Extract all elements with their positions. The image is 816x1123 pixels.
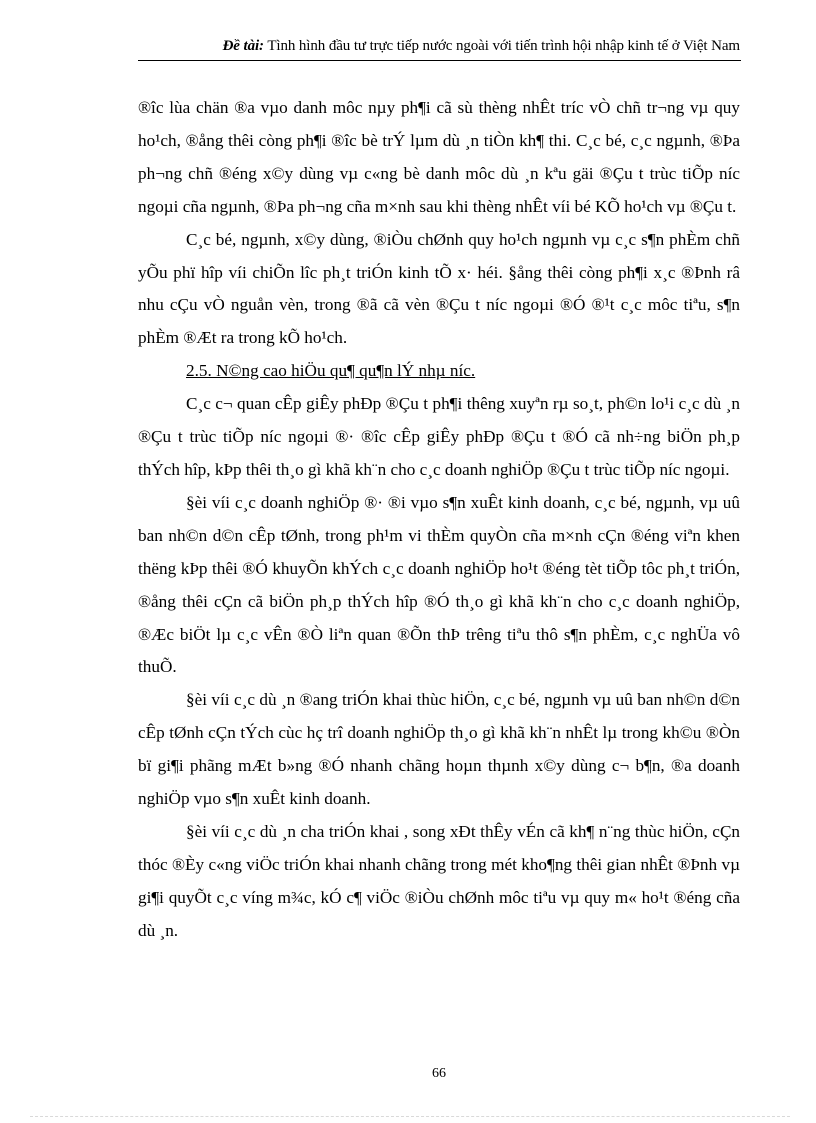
- paragraph-5: §èi víi c¸c dù ¸n ®ang triÓn khai thùc hiÖn, c¸c bé, ngµnh vµ uû ban nh©n d©n cÊp tØnh cÇn tÝch cùc hç trî doanh nghiÖp th¸o gì khã kh¨n nhÊt lµ trong kh©u ®Òn bï gi¶i phãng mÆt b»ng ®Ó nhanh chãng hoµn thµnh x©y dùng c¬ b¶n, ®a doanh nghiÖp vµo s¶n xuÊt kinh doanh.: [138, 690, 740, 809]
- section-heading: [138, 355, 740, 388]
- page-edge-divider: [30, 1116, 790, 1117]
- document-body: [138, 92, 740, 948]
- section-heading-text: 2.5. N©ng cao hiÖu qu¶ qu¶n lÝ nhµ níc.: [186, 361, 476, 381]
- paragraph-6: §èi víi c¸c dù ¸n cha triÓn khai , song xÐt thÊy vÉn cã kh¶ n¨ng thùc hiÖn, cÇn thóc ®Èy c«ng viÖc triÓn khai nhanh chãng trong mét kho¶ng thêi gian nhÊt ®Þnh vµ gi¶i quyÕt c¸c víng m¾c, kÓ c¶ viÖc ®iÒu chØnh môc tiªu vµ quy m« ho¹t ®éng cña dù ¸n.: [138, 821, 740, 940]
- page-header: [138, 38, 740, 55]
- header-title: Tình hình đầu tư trực tiếp nước ngoài với tiến trình hội nhập kinh tế ở Việt Nam: [263, 38, 740, 54]
- paragraph-3: C¸c c¬ quan cÊp giÊy phÐp ®Çu t ph¶i thêng xuyªn rµ so¸t, ph©n lo¹i c¸c dù ¸n ®Çu t trùc tiÕp níc ngoµi ®· ®îc cÊp giÊy phÐp ®Çu t ®Ó cã nh÷ng biÖn ph¸p thÝch hîp, kÞp thêi th¸o gì khã kh¨n cho c¸c doanh nghiÖp ®Çu t trùc tiÕp níc ngoµi.: [138, 394, 740, 479]
- paragraph-4: §èi víi c¸c doanh nghiÖp ®· ®i vµo s¶n xuÊt kinh doanh, c¸c bé, ngµnh, vµ uû ban nh©n d©n cÊp tØnh, trong ph¹m vi thÈm quyÒn cña m×nh cÇn ®éng viªn khen thëng kÞp thêi ®Ó khuyÕn khÝch c¸c doanh nghiÖp ho¹t ®éng tèt tiÕp tôc ph¸t triÓn, ®ång thêi cÇn cã biÖn ph¸p thÝch hîp ®Ó th¸o gì khã kh¨n cho c¸c doanh nghiÖp, ®Æc biÖt lµ c¸c vÊn ®Ò liªn quan ®Õn thÞ trêng tiªu thô s¶n phÈm, c¸c nghÜa vô thuÕ.: [138, 492, 740, 677]
- paragraph-1: ®îc lùa chän ®a vµo danh môc nµy ph¶i cã sù thèng nhÊt tríc vÒ chñ tr¬ng vµ quy ho¹ch, ®ång thêi còng ph¶i ®îc bè trÝ lµm dù ¸n tiÒn kh¶ thi. C¸c bé, c¸c ngµnh, ®Þa ph¬ng chñ ®éng x©y dùng vµ c«ng bè danh môc dù ¸n kªu gäi ®Çu t trùc tiÕp níc ngoµi cña ngµnh, ®Þa ph¬ng cña m×nh sau khi thèng nhÊt víi bé KÕ ho¹ch vµ ®Çu t.: [138, 98, 740, 216]
- paragraph-2: C¸c bé, ngµnh, x©y dùng, ®iÒu chØnh quy ho¹ch ngµnh vµ c¸c s¶n phÈm chñ yÕu phï hîp víi chiÕn lîc ph¸t triÓn kinh tÕ x· héi. §ång thêi còng ph¶i x¸c ®Þnh râ nhu cÇu vÒ nguån vèn, trong ®ã cã vèn ®Çu t níc ngoµi ®Ó ®¹t c¸c môc tiªu, s¶n phÈm ®Æt ra trong kÕ ho¹ch.: [138, 229, 740, 348]
- header-rule: [138, 60, 741, 61]
- page-number: 66: [432, 1066, 446, 1081]
- header-prefix: Đề tài:: [222, 38, 264, 54]
